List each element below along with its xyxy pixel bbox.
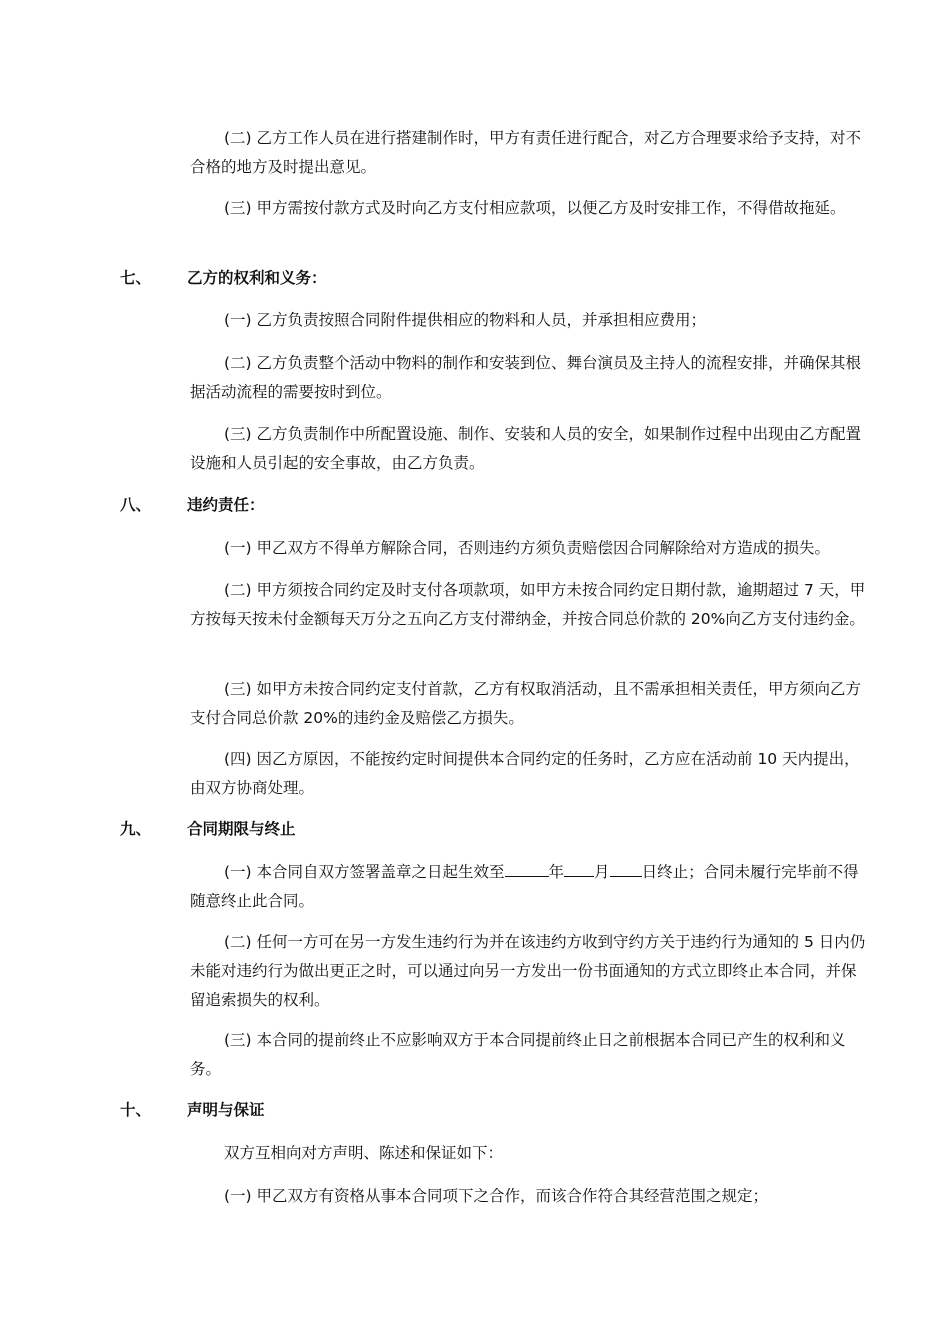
section-heading-7 [120,264,327,293]
section-number: 七、 [120,269,152,287]
clause-7-3: (三) 乙方负责制作中所配置设施、制作、安装和人员的安全，如果制作过程中出现由乙方配置设施和人员引起的安全事故，由乙方负责。 [190,425,862,472]
section-title: 乙方的权利和义务： [187,269,327,287]
day-blank [610,862,642,877]
month-label: 月 [594,863,610,881]
clause-7-2: (二) 乙方负责整个活动中物料的制作和安装到位、舞台演员及主持人的流程安排，并确保其根据活动流程的需要按时到位。 [190,354,862,401]
section-number: 八、 [120,496,152,514]
year-label: 年 [548,863,565,881]
clause-8-1: (一) 甲乙双方不得单方解除合同，否则违约方须负责赔偿因合同解除给对方造成的损失。 [224,539,831,557]
clause-text: 日终止；合同未履行完毕前不得随意终止此合同。 [190,863,859,910]
year-blank [505,862,549,877]
clause-text: (一) 本合同自双方签署盖章之日起生效至 [224,863,505,881]
section-heading-8 [120,491,265,520]
clause-7-1: (一) 乙方负责按照合同附件提供相应的物料和人员，并承担相应费用； [224,311,707,329]
month-blank [564,862,594,877]
clause-9-3: (三) 本合同的提前终止不应影响双方于本合同提前终止日之前根据本合同已产生的权利和义务。 [190,1031,846,1078]
clause-10-1: (一) 甲乙双方有资格从事本合同项下之合作，而该合作符合其经营范围之规定； [224,1187,769,1205]
section-title: 合同期限与终止 [187,820,296,838]
section-title: 声明与保证 [187,1101,265,1119]
clause-8-2: (二) 甲方须按合同约定及时支付各项款项，如甲方未按合同约定日期付款，逾期超过 7 天，甲方按每天按未付金额每天万分之五向乙方支付滞纳金，并按合同总价款的 20%向乙方支付违约金。 [190,581,866,628]
clause-6-2: (二) 乙方工作人员在进行搭建制作时，甲方有责任进行配合，对乙方合理要求给予支持，对不合格的地方及时提出意见。 [190,129,862,176]
section-heading-10 [120,1096,265,1125]
clause-8-4: (四) 因乙方原因，不能按约定时间提供本合同约定的任务时，乙方应在活动前 10 天内提出，由双方协商处理。 [190,750,860,797]
section-number: 九、 [120,820,152,838]
clause-9-1 [190,858,870,916]
clause-6-3: (三) 甲方需按付款方式及时向乙方支付相应款项，以便乙方及时安排工作，不得借故拖延。 [224,199,846,217]
section-number: 十、 [120,1101,152,1119]
section-title: 违约责任： [187,496,265,514]
clause-8-3: (三) 如甲方未按合同约定支付首款，乙方有权取消活动，且不需承担相关责任，甲方须向乙方支付合同总价款 20%的违约金及赔偿乙方损失。 [190,680,862,727]
clause-10-intro: 双方互相向对方声明、陈述和保证如下： [224,1144,504,1162]
section-heading-9 [120,815,296,844]
clause-9-2: (二) 任何一方可在另一方发生违约行为并在该违约方收到守约方关于违约行为通知的 5 日内仍未能对违约行为做出更正之时，可以通过向另一方发出一份书面通知的方式立即终止本合同，并保留追索损失的权利。 [190,933,866,1009]
